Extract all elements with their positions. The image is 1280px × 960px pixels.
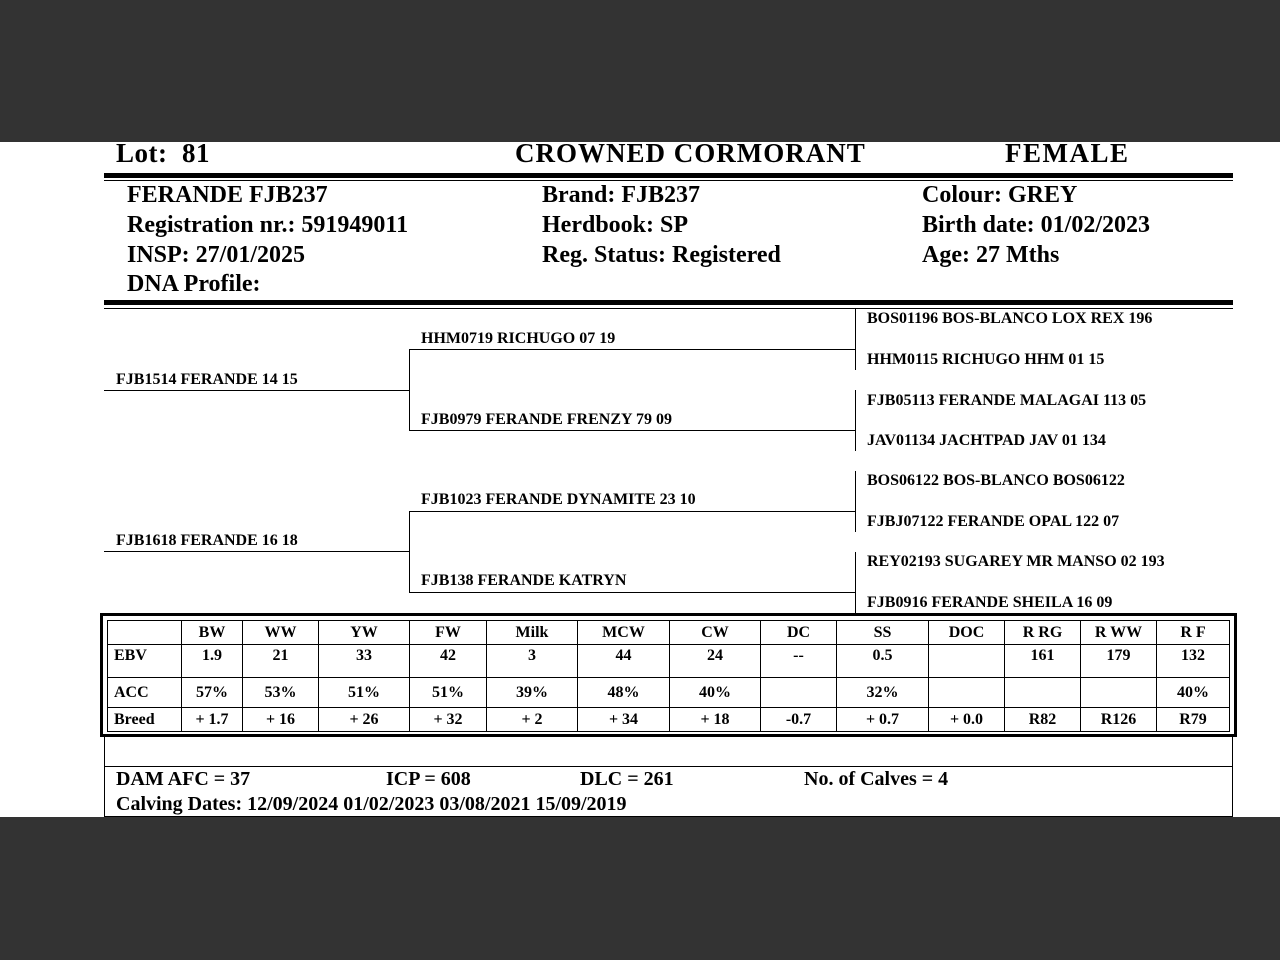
header-rule-thick (104, 173, 1233, 178)
pedigree-gg-3: FJB05113 FERANDE MALAGAI 113 05 (867, 392, 1147, 409)
breed-cell: + 0.0 (929, 708, 1005, 732)
ebv-header-cell: CW (670, 621, 761, 645)
colour: Colour: GREY (922, 182, 1078, 208)
ebv-cell: 21 (243, 645, 319, 678)
pedigree-sire-sire: HHM0719 RICHUGO 07 19 (421, 330, 616, 347)
acc-row (108, 678, 1230, 708)
acc-row-label: ACC (108, 678, 182, 708)
lot-number: 81 (182, 142, 210, 168)
pedigree-dam-sire: FJB1023 FERANDE DYNAMITE 23 10 (421, 491, 696, 508)
acc-cell: 57% (182, 678, 243, 708)
pedigree-line-sire-dam (409, 430, 855, 431)
ebv-cell: 132 (1157, 645, 1230, 678)
pedigree-line-dam-sire (409, 511, 855, 512)
ebv-header-cell (108, 621, 182, 645)
sex-title: FEMALE (1005, 142, 1130, 168)
breed-cell: -0.7 (761, 708, 837, 732)
breed-row-label: Breed (108, 708, 182, 732)
acc-cell: 51% (319, 678, 410, 708)
pedigree-sire: FJB1514 FERANDE 14 15 (116, 371, 298, 388)
pedigree-gg-7: REY02193 SUGAREY MR MANSO 02 193 (867, 553, 1165, 570)
pedigree-line-dam (104, 551, 409, 552)
acc-cell: 53% (243, 678, 319, 708)
pedigree-sire-dam: FJB0979 FERANDE FRENZY 79 09 (421, 411, 672, 428)
info-rule-thin (104, 308, 1233, 309)
ebv-cell: 0.5 (837, 645, 929, 678)
ebv-cell: 161 (1005, 645, 1081, 678)
breed-title: CROWNED CORMORANT (515, 142, 866, 168)
ebv-cell: -- (761, 645, 837, 678)
ebv-header-row (108, 621, 1230, 645)
acc-cell (929, 678, 1005, 708)
pedigree-gg-1: BOS01196 BOS-BLANCO LOX REX 196 (867, 310, 1153, 327)
breed-cell: R126 (1081, 708, 1157, 732)
pedigree-connector-gg4 (855, 552, 856, 613)
ebv-header-cell: WW (243, 621, 319, 645)
ebv-cell: 42 (410, 645, 487, 678)
dlc: DLC = 261 (580, 768, 674, 790)
pedigree-connector-gg2 (855, 390, 856, 451)
pedigree-line-sire (104, 390, 409, 391)
ebv-header-cell: Milk (487, 621, 578, 645)
acc-cell: 40% (670, 678, 761, 708)
pedigree-connector-dam (409, 511, 410, 592)
ebv-cell: 24 (670, 645, 761, 678)
ebv-cell: 179 (1081, 645, 1157, 678)
ebv-header-cell: DOC (929, 621, 1005, 645)
ebv-cell (929, 645, 1005, 678)
ebv-cell: 33 (319, 645, 410, 678)
header-rule-thin (104, 180, 1233, 181)
breed-cell: + 34 (578, 708, 670, 732)
pedigree-connector-gg1 (855, 309, 856, 370)
breed-cell: + 32 (410, 708, 487, 732)
ebv-cell: 1.9 (182, 645, 243, 678)
acc-cell (761, 678, 837, 708)
registration-number: Registration nr.: 591949011 (127, 212, 409, 238)
ebv-header-cell: YW (319, 621, 410, 645)
ebv-header-cell: R RG (1005, 621, 1081, 645)
age: Age: 27 Mths (922, 242, 1060, 268)
herdbook: Herdbook: SP (542, 212, 689, 238)
acc-cell: 39% (487, 678, 578, 708)
breed-cell: R79 (1157, 708, 1230, 732)
calving-dates: Calving Dates: 12/09/2024 01/02/2023 03/08/2021 15/09/2019 (116, 793, 627, 815)
ebv-row (108, 645, 1230, 678)
pedigree-connector-gg3 (855, 471, 856, 532)
icp: ICP = 608 (386, 768, 471, 790)
pedigree-line-dam-dam (409, 592, 855, 593)
pedigree-gg-8: FJB0916 FERANDE SHEILA 16 09 (867, 594, 1113, 611)
brand: Brand: FJB237 (542, 182, 701, 208)
ebv-header-cell: BW (182, 621, 243, 645)
footer-separator (104, 766, 1233, 767)
number-of-calves: No. of Calves = 4 (804, 768, 949, 790)
dam-afc: DAM AFC = 37 (116, 768, 251, 790)
breed-cell: + 18 (670, 708, 761, 732)
inspection-date: INSP: 27/01/2025 (127, 242, 306, 268)
pedigree-dam-dam: FJB138 FERANDE KATRYN (421, 572, 627, 589)
birth-date: Birth date: 01/02/2023 (922, 212, 1150, 238)
ebv-cell: 44 (578, 645, 670, 678)
acc-cell: 40% (1157, 678, 1230, 708)
pedigree-gg-2: HHM0115 RICHUGO HHM 01 15 (867, 351, 1105, 368)
ebv-header-cell: SS (837, 621, 929, 645)
pedigree-dam: FJB1618 FERANDE 16 18 (116, 532, 298, 549)
acc-cell: 51% (410, 678, 487, 708)
breed-row (108, 708, 1230, 732)
ebv-row-label: EBV (108, 645, 182, 678)
breed-cell: R82 (1005, 708, 1081, 732)
ebv-table (107, 620, 1230, 732)
acc-cell (1005, 678, 1081, 708)
ebv-cell: 3 (487, 645, 578, 678)
breed-cell: + 26 (319, 708, 410, 732)
pedigree-connector-sire (409, 349, 410, 431)
breed-cell: + 0.7 (837, 708, 929, 732)
ebv-header-cell: FW (410, 621, 487, 645)
reg-status: Reg. Status: Registered (542, 242, 781, 268)
pedigree-line-sire-sire (409, 349, 855, 350)
lot-label: Lot: (116, 142, 168, 168)
animal-name: FERANDE FJB237 (127, 182, 328, 208)
breed-cell: + 16 (243, 708, 319, 732)
lot-title (116, 142, 210, 169)
dna-profile: DNA Profile: (127, 271, 261, 297)
info-rule-thick (104, 300, 1233, 305)
ebv-header-cell: MCW (578, 621, 670, 645)
ebv-header-cell: R F (1157, 621, 1230, 645)
pedigree-gg-5: BOS06122 BOS-BLANCO BOS06122 (867, 472, 1125, 489)
lot-sheet (0, 142, 1280, 817)
pedigree-gg-6: FJBJ07122 FERANDE OPAL 122 07 (867, 513, 1120, 530)
pedigree-gg-4: JAV01134 JACHTPAD JAV 01 134 (867, 432, 1106, 449)
ebv-header-cell: R WW (1081, 621, 1157, 645)
acc-cell: 32% (837, 678, 929, 708)
breed-cell: + 1.7 (182, 708, 243, 732)
ebv-header-cell: DC (761, 621, 837, 645)
breed-cell: + 2 (487, 708, 578, 732)
acc-cell: 48% (578, 678, 670, 708)
acc-cell (1081, 678, 1157, 708)
